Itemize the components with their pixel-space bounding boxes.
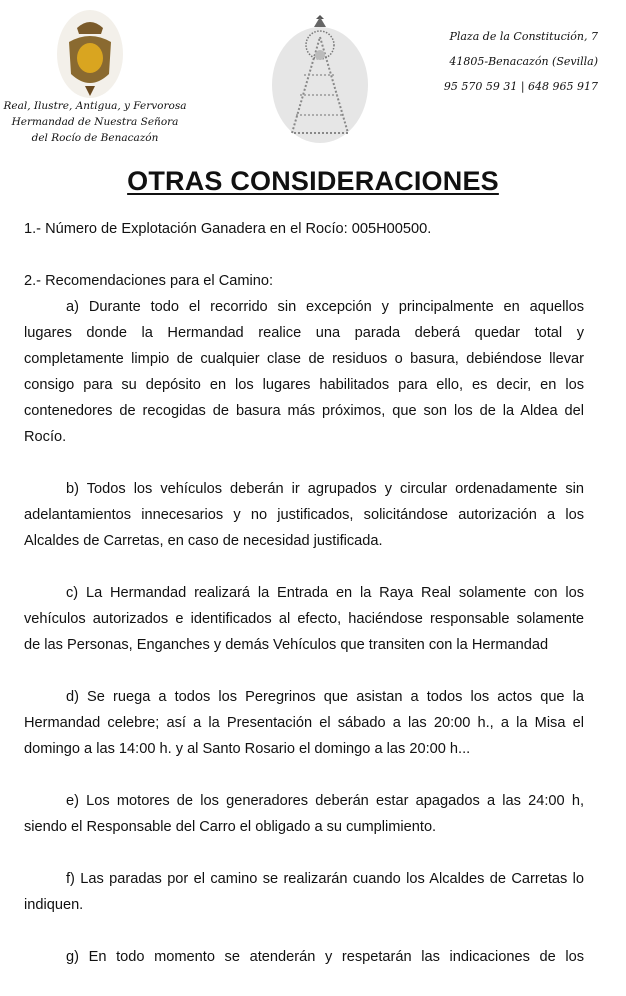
document-body [24,216,584,996]
brotherhood-name-line: Hermandad de Nuestra Señora [11,116,179,128]
text-line: lugares donde la Hermandad realice una parada deberá quedar total y [24,325,584,341]
paragraph [24,788,584,840]
text-line: de las Personas, Enganches y demás Vehículos que transiten con la Hermandad [24,637,549,653]
brotherhood-name-line: del Rocío de Benacazón [31,132,159,144]
text-line: b) Todos los vehículos deberán ir agrupados y circular ordenadamente sin [66,481,584,497]
paragraph [24,580,584,658]
text-line: Hermandad celebre; así a la Presentación el sábado a las 20:00 h., a la Misa el [24,715,584,731]
paragraph [24,866,584,918]
text-line: siendo el Responsable del Carro el obligado a su cumplimiento. [24,819,437,835]
text-line: a) Durante todo el recorrido sin excepción y principalmente en aquellos [66,299,584,315]
brotherhood-name-line: Real, Ilustre, Antigua, y Fervorosa [3,100,187,112]
text-line: completamente limpio de cualquier clase de residuos o basura, debiéndose llevar [24,351,584,367]
text-line: e) Los motores de los generadores deberán estar apagados a las 24:00 h, [66,793,584,809]
text-line: domingo a las 14:00 h. y al Santo Rosario el domingo a las 20:00 h... [24,741,471,757]
paragraph [24,944,584,970]
paragraph [24,268,584,450]
paragraph [24,216,584,242]
text-line: 1.- Número de Explotación Ganadera en el Rocío: 005H00500. [24,221,432,237]
paragraph [24,476,584,554]
text-line: Alcaldes de Carretas, en caso de necesidad justificada. [24,533,383,549]
text-line: vehículos autorizados e identificados al efecto, haciéndose responsable solamente [24,611,584,627]
text-line: d) Se ruega a todos los Peregrinos que asistan a todos los actos que la [66,689,584,705]
brotherhood-name [0,98,190,146]
text-line: consigo para su depósito en los lugares habilitados para ello, es decir, en los [24,377,584,393]
paragraph [24,684,584,762]
text-line: indiquen. [24,897,84,913]
page-title: OTRAS CONSIDERACIONES [127,166,499,196]
text-line: g) En todo momento se atenderán y respetarán las indicaciones de los [66,949,584,965]
virgin-medal-image [270,15,370,143]
text-line: Rocío. [24,429,67,445]
address-street: Plaza de la Constitución, 7 [449,30,598,43]
text-line: 2.- Recomendaciones para el Camino: [24,273,274,289]
brotherhood-crest-logo [55,8,125,100]
address-block [444,24,598,99]
address-city: 41805-Benacazón (Sevilla) [449,55,598,68]
text-line: contenedores de recogidas de basura más próximos, que son los de la Aldea del [24,403,584,419]
address-phones: 95 570 59 31 | 648 965 917 [443,80,598,93]
text-line: f) Las paradas por el camino se realizarán cuando los Alcaldes de Carretas lo [66,871,584,887]
text-line: c) La Hermandad realizará la Entrada en la Raya Real solamente con los [66,585,584,601]
text-line: adelantamientos innecesarios y no justificados, solicitándose autorización a los [24,507,584,523]
